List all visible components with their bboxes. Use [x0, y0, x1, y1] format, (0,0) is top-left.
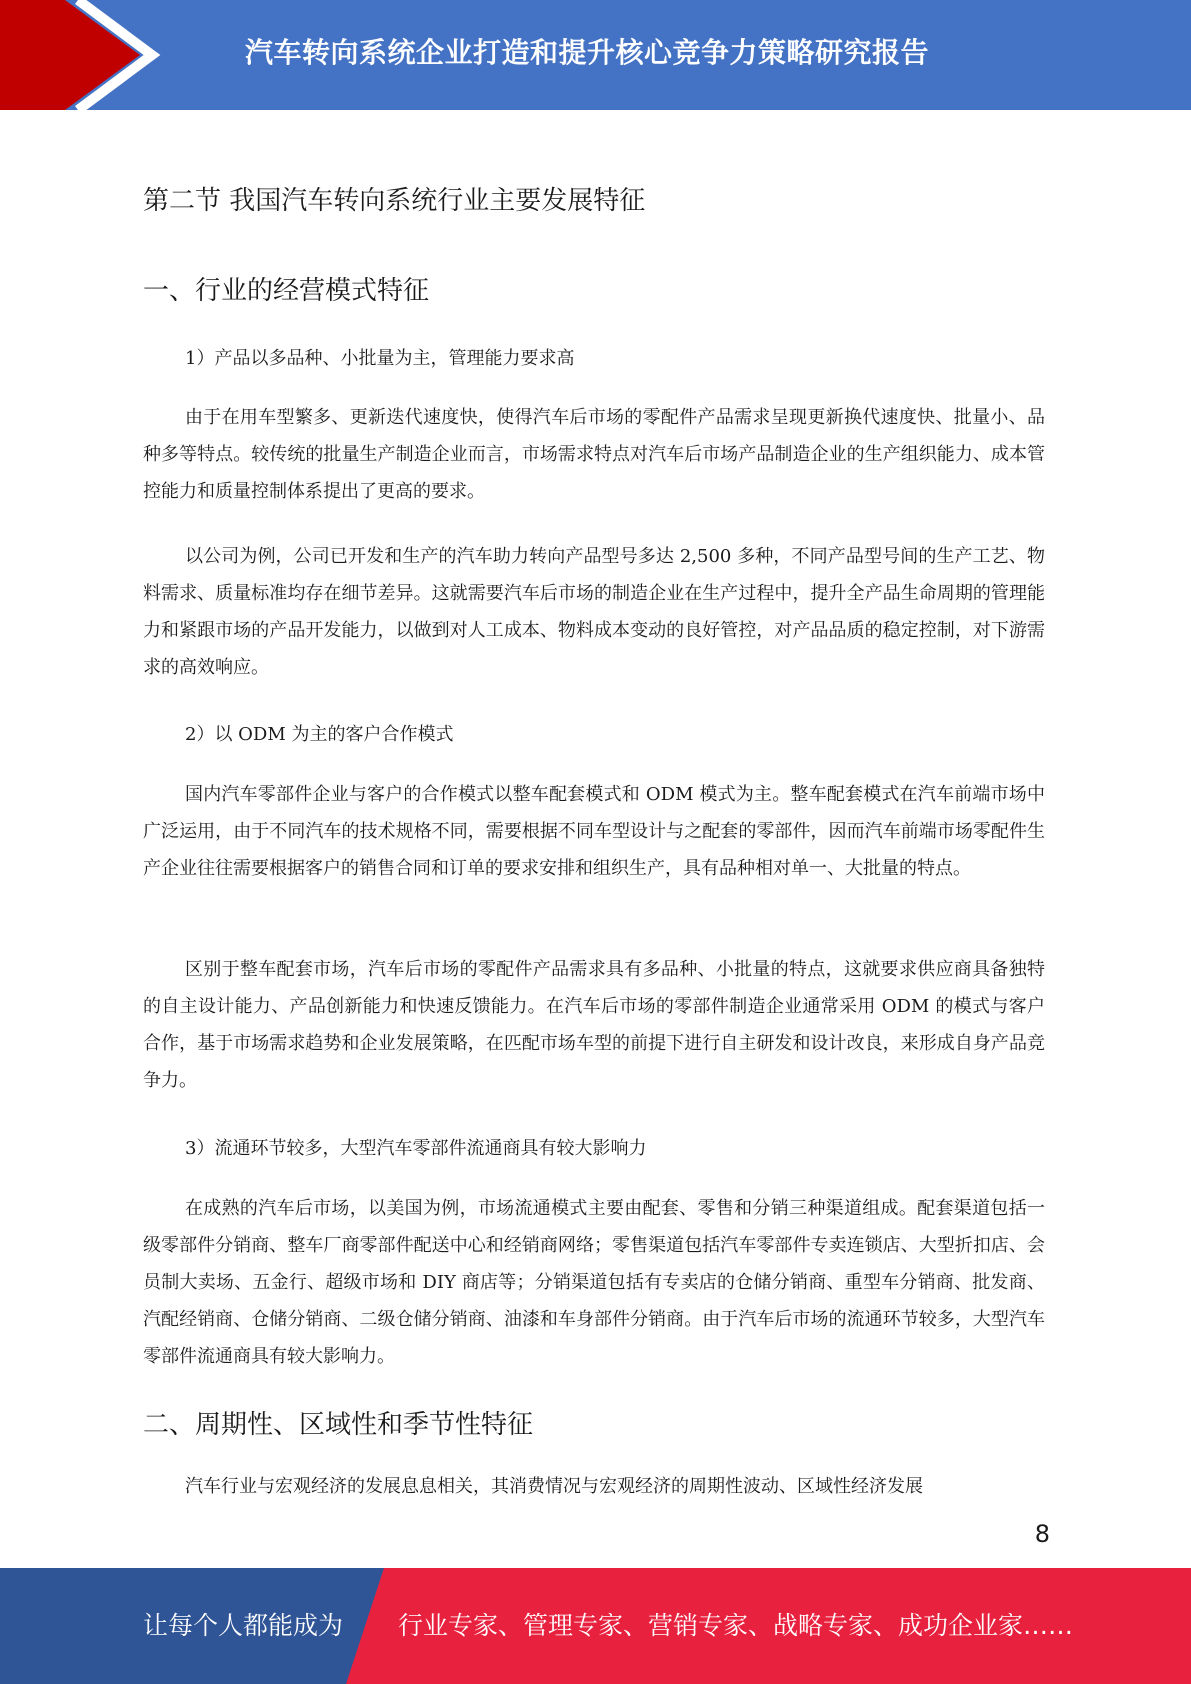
page-number: 8 [1034, 1520, 1050, 1548]
footer-slogan-right: 行业专家、管理专家、营销专家、战略专家、成功企业家…… [398, 1611, 1074, 1640]
header-banner [0, 0, 1191, 110]
paragraph: 汽车行业与宏观经济的发展息息相关，其消费情况与宏观经济的周期性波动、区域性经济发展 [185, 1476, 923, 1497]
subsection-title: 二、周期性、区域性和季节性特征 [143, 1410, 534, 1440]
footer-slogan-left: 让每个人都能成为 [143, 1611, 344, 1640]
subsection-title: 一、行业的经营模式特征 [143, 276, 430, 306]
item-heading: 2）以 ODM 为主的客户合作模式 [185, 724, 454, 745]
paragraph: 由于在用车型繁多、更新迭代速度快，使得汽车后市场的零配件产品需求呈现更新换代速度快、批量小、品种多等特点。较传统的批量生产制造企业而言，市场需求特点对汽车后市场产品制造企业的生产组织能力、成本管控能力和质量控制体系提出了更高的要求。 [143, 407, 1045, 502]
section-title: 第二节 我国汽车转向系统行业主要发展特征 [143, 186, 646, 216]
report-title: 汽车转向系统企业打造和提升核心竞争力策略研究报告 [245, 36, 930, 69]
footer-banner [0, 1568, 1191, 1684]
paragraph: 区别于整车配套市场，汽车后市场的零配件产品需求具有多品种、小批量的特点，这就要求供应商具备独特的自主设计能力、产品创新能力和快速反馈能力。在汽车后市场的零部件制造企业通常采用 ODM 的模式与客户合作，基于市场需求趋势和企业发展策略，在匹配市场车型的前提下进行自主研发和设计改良，来形成自身产品竞争力。 [143, 959, 1045, 1091]
paragraph: 在成熟的汽车后市场，以美国为例，市场流通模式主要由配套、零售和分销三种渠道组成。配套渠道包括一级零部件分销商、整车厂商零部件配送中心和经销商网络；零售渠道包括汽车零部件专卖连锁店、大型折扣店、会员制大卖场、五金行、超级市场和 DIY 商店等；分销渠道包括有专卖店的仓储分销商、重型车分销商、批发商、汽配经销商、仓储分销商、二级仓储分销商、油漆和车身部件分销商。由于汽车后市场的流通环节较多，大型汽车零部件流通商具有较大影响力。 [143, 1198, 1045, 1367]
paragraph: 以公司为例，公司已开发和生产的汽车助力转向产品型号多达 2,500 多种，不同产品型号间的生产工艺、物料需求、质量标准均存在细节差异。这就需要汽车后市场的制造企业在生产过程中，提升全产品生命周期的管理能力和紧跟市场的产品开发能力，以做到对人工成本、物料成本变动的良好管控，对产品品质的稳定控制，对下游需求的高效响应。 [143, 546, 1045, 678]
paragraph: 国内汽车零部件企业与客户的合作模式以整车配套模式和 ODM 模式为主。整车配套模式在汽车前端市场中广泛运用，由于不同汽车的技术规格不同，需要根据不同车型设计与之配套的零部件，因而汽车前端市场零配件生产企业往往需要根据客户的销售合同和订单的要求安排和组织生产，具有品种相对单一、大批量的特点。 [143, 784, 1045, 879]
item-heading: 3）流通环节较多，大型汽车零部件流通商具有较大影响力 [185, 1138, 647, 1159]
item-heading: 1）产品以多品种、小批量为主，管理能力要求高 [185, 348, 575, 369]
